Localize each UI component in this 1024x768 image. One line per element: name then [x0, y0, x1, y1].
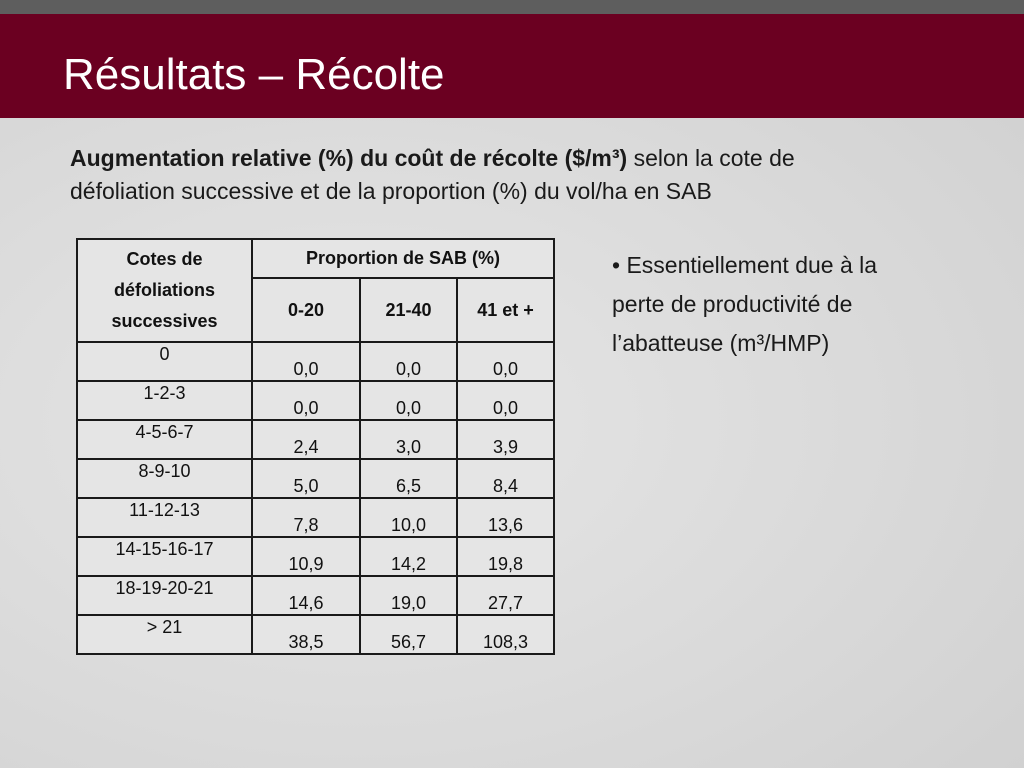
row-label-cell: 1-2-3 — [77, 381, 252, 420]
row-label-cell: 11-12-13 — [77, 498, 252, 537]
table-row — [77, 537, 554, 576]
row-label-cell: 8-9-10 — [77, 459, 252, 498]
value-cell: 38,5 — [252, 615, 360, 654]
column-header: 41 et + — [457, 278, 554, 342]
value-cell: 56,7 — [360, 615, 457, 654]
value-cell: 13,6 — [457, 498, 554, 537]
table-caption — [70, 142, 900, 208]
bullet-icon: • — [612, 252, 621, 278]
table-row — [77, 576, 554, 615]
column-header: 0-20 — [252, 278, 360, 342]
results-table — [76, 238, 555, 655]
value-cell: 0,0 — [252, 381, 360, 420]
value-cell: 3,9 — [457, 420, 554, 459]
table-row — [77, 498, 554, 537]
row-label-cell: > 21 — [77, 615, 252, 654]
row-header-cell: Cotes de défoliations successives — [77, 239, 252, 342]
group-header-cell: Proportion de SAB (%) — [252, 239, 554, 278]
page-title: Résultats – Récolte — [63, 50, 445, 99]
row-label-cell: 4-5-6-7 — [77, 420, 252, 459]
value-cell: 19,0 — [360, 576, 457, 615]
value-cell: 19,8 — [457, 537, 554, 576]
value-cell: 0,0 — [360, 381, 457, 420]
value-cell: 0,0 — [360, 342, 457, 381]
value-cell: 108,3 — [457, 615, 554, 654]
table-row — [77, 420, 554, 459]
top-strip — [0, 0, 1024, 14]
table-header-row — [77, 239, 554, 278]
bullet-text: Essentiellement due à la perte de productivité de l’abatteuse (m³/HMP) — [612, 252, 878, 356]
value-cell: 0,0 — [457, 342, 554, 381]
value-cell: 14,6 — [252, 576, 360, 615]
value-cell: 5,0 — [252, 459, 360, 498]
column-header: 21-40 — [360, 278, 457, 342]
value-cell: 2,4 — [252, 420, 360, 459]
value-cell: 6,5 — [360, 459, 457, 498]
table-row — [77, 615, 554, 654]
value-cell: 3,0 — [360, 420, 457, 459]
table-caption-rest: selon la cote de défoliation successive et de la proportion (%) du vol/ha en SAB — [70, 145, 795, 204]
table-row — [77, 459, 554, 498]
value-cell: 10,9 — [252, 537, 360, 576]
value-cell: 8,4 — [457, 459, 554, 498]
value-cell: 14,2 — [360, 537, 457, 576]
bullet-note — [612, 246, 892, 363]
value-cell: 0,0 — [457, 381, 554, 420]
row-label-cell: 18-19-20-21 — [77, 576, 252, 615]
value-cell: 27,7 — [457, 576, 554, 615]
row-label-cell: 14-15-16-17 — [77, 537, 252, 576]
table-row — [77, 381, 554, 420]
table-caption-bold: Augmentation relative (%) du coût de récolte ($/m³) — [70, 145, 628, 171]
table-body — [77, 342, 554, 654]
row-label-cell: 0 — [77, 342, 252, 381]
table-row — [77, 342, 554, 381]
value-cell: 10,0 — [360, 498, 457, 537]
value-cell: 0,0 — [252, 342, 360, 381]
value-cell: 7,8 — [252, 498, 360, 537]
